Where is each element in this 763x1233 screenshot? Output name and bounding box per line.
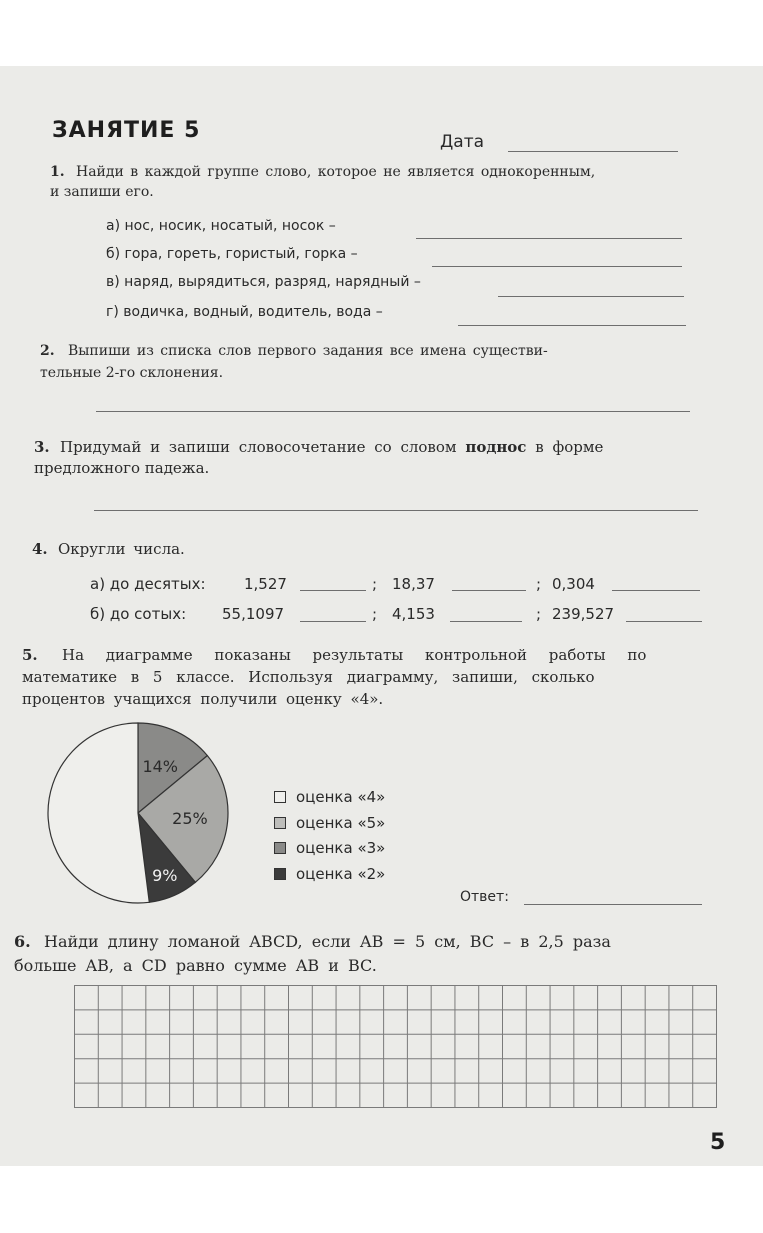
task2-text-line2: тельные 2-го склонения. xyxy=(40,365,224,381)
task4-a-sep-1: ; xyxy=(372,575,378,593)
task1-item-d: г) водичка, водный, водитель, вода – xyxy=(106,304,383,320)
task4-row-b-value-3: 239,527 xyxy=(552,605,615,623)
task3-number: 3. xyxy=(34,438,50,456)
task1-item-b: б) гора, гореть, гористый, горка – xyxy=(106,246,358,262)
task4-row-b-value-2: 4,153 xyxy=(392,605,435,623)
task4-b-answer-line-1[interactable] xyxy=(300,621,366,622)
legend-swatch-3 xyxy=(274,842,286,854)
task1-answer-line-c[interactable] xyxy=(498,296,684,297)
task1-item-a: а) нос, носик, носатый, носок – xyxy=(106,218,336,234)
task4-a-answer-line-2[interactable] xyxy=(452,590,526,591)
task4-row-a-value-2: 18,37 xyxy=(392,575,435,593)
task3-text-line1 xyxy=(60,438,603,456)
date-line[interactable] xyxy=(508,151,678,152)
task5-number: 5. xyxy=(22,646,38,664)
task5-text-line3: процентов учащихся получили оценку «4». xyxy=(22,690,384,708)
chart-legend xyxy=(274,785,385,887)
task5-answer-line[interactable] xyxy=(524,904,702,905)
legend-swatch-1 xyxy=(274,791,286,803)
task4-row-a-value-1: 1,527 xyxy=(244,575,287,593)
date-label: Дата xyxy=(440,132,485,152)
task4-b-sep-2: ; xyxy=(536,605,542,623)
task6-number: 6. xyxy=(14,932,31,951)
pie-slice-label-4: 9% xyxy=(152,865,178,885)
task4-row-a-value-3: 0,304 xyxy=(552,575,595,593)
legend-label-2: оценка «5» xyxy=(296,813,386,832)
task1-text-line2: и запиши его. xyxy=(50,184,154,200)
task5-answer-label: Ответ: xyxy=(460,889,509,905)
pie-chart xyxy=(38,720,238,920)
legend-item-2 xyxy=(274,811,385,837)
legend-swatch-2 xyxy=(274,817,286,829)
task4-row-b-value-1: 55,1097 xyxy=(222,605,285,623)
task1-answer-line-a[interactable] xyxy=(416,238,682,239)
task4-row-b-label: б) до сотых: xyxy=(90,605,187,623)
grid-answer-area[interactable] xyxy=(74,985,717,1108)
task5-text-line1: На диаграмме показаны результаты контрольной работы по xyxy=(62,646,647,664)
task6-text-line1: Найди длину ломаной ABCD, если AB = 5 см, BC – в 2,5 раза xyxy=(44,932,611,951)
task2-text-line1: Выпиши из списка слов первого задания все имена существи- xyxy=(68,343,548,359)
task6-text-line2: больше AB, а CD равно сумме AB и BC. xyxy=(14,956,377,975)
task4-row-a-label: а) до десятых: xyxy=(90,575,206,593)
legend-item-4 xyxy=(274,862,385,888)
task1-text-line1: Найди в каждой группе слово, которое не является однокоренным, xyxy=(76,164,596,180)
pie-slice-label-3: 25% xyxy=(172,808,208,828)
task4-number: 4. xyxy=(32,540,48,558)
task2-answer-line[interactable] xyxy=(96,411,690,412)
task4-a-answer-line-1[interactable] xyxy=(300,590,366,591)
task4-a-answer-line-3[interactable] xyxy=(612,590,700,591)
lesson-title: ЗАНЯТИЕ 5 xyxy=(52,118,201,143)
task1-number: 1. xyxy=(50,164,65,180)
task3-answer-line[interactable] xyxy=(94,510,698,511)
task3-text-part2: в форме xyxy=(535,438,604,456)
page-number: 5 xyxy=(710,1130,726,1155)
task4-b-answer-line-2[interactable] xyxy=(450,621,522,622)
legend-item-3 xyxy=(274,836,385,862)
task3-text-part1: Придумай и запиши словосочетание со словом xyxy=(60,438,457,456)
task4-b-answer-line-3[interactable] xyxy=(626,621,702,622)
task3-text-line2: предложного падежа. xyxy=(34,459,210,477)
task1-item-c: в) наряд, вырядиться, разряд, нарядный – xyxy=(106,274,421,290)
legend-label-1: оценка «4» xyxy=(296,788,386,806)
task5-text-line2: математике в 5 классе. Используя диаграмму, запиши, сколько xyxy=(22,668,595,686)
task1-answer-line-b[interactable] xyxy=(432,266,682,267)
pie-slice-1 xyxy=(48,723,149,903)
task4-text: Округли числа. xyxy=(58,540,185,558)
task2-number: 2. xyxy=(40,343,55,359)
legend-label-3: оценка «3» xyxy=(296,839,386,857)
legend-label-4: оценка «2» xyxy=(296,864,386,883)
pie-slice-label-2: 14% xyxy=(142,756,179,776)
task4-b-sep-1: ; xyxy=(372,605,378,623)
task3-keyword: поднос xyxy=(465,438,527,456)
legend-item-1 xyxy=(274,785,385,811)
legend-swatch-4 xyxy=(274,868,286,880)
task4-a-sep-2: ; xyxy=(536,575,542,593)
task1-answer-line-d[interactable] xyxy=(458,325,686,326)
